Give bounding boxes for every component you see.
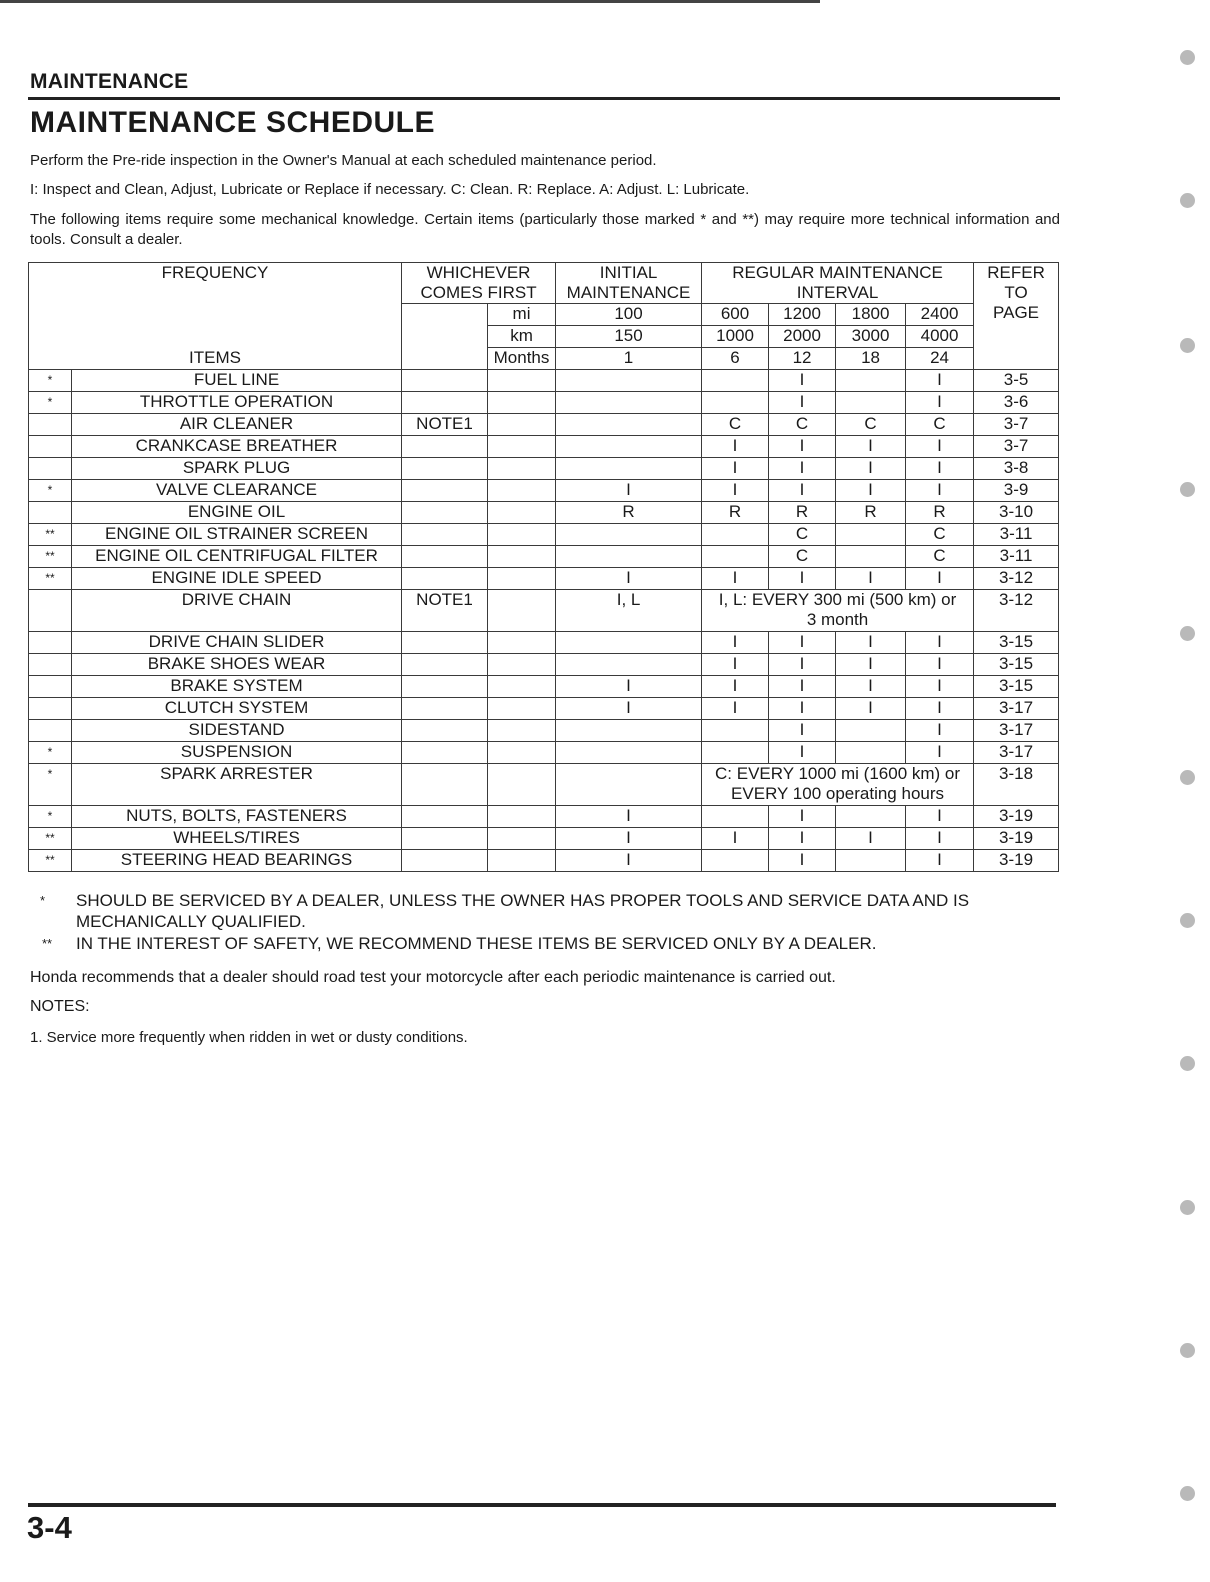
footnote-symbol: * bbox=[40, 893, 46, 908]
interval-action: I bbox=[769, 806, 836, 828]
whichever-unit-blank bbox=[488, 850, 556, 872]
whichever-note bbox=[402, 764, 488, 806]
interval-action: I bbox=[769, 568, 836, 590]
footnote-symbol: ** bbox=[42, 936, 53, 951]
table-row bbox=[29, 502, 1059, 524]
interval-action: C bbox=[906, 414, 974, 436]
table-row bbox=[29, 698, 1059, 720]
refer-line-1: REFER bbox=[987, 263, 1045, 282]
service-mark: ** bbox=[29, 828, 72, 850]
interval-action bbox=[702, 850, 769, 872]
whichever-note: NOTE1 bbox=[402, 590, 488, 632]
interval-action: I bbox=[906, 458, 974, 480]
table-row bbox=[29, 764, 1059, 806]
whichever-note bbox=[402, 546, 488, 568]
interval-action: I bbox=[769, 370, 836, 392]
service-mark bbox=[29, 436, 72, 458]
interval-action: I bbox=[769, 654, 836, 676]
items-header: ITEMS bbox=[29, 348, 402, 370]
interval-action bbox=[836, 742, 906, 764]
header-rule bbox=[28, 97, 1060, 100]
binder-hole-icon bbox=[1180, 1486, 1195, 1501]
refer-page: 3-7 bbox=[974, 436, 1059, 458]
initial-action: I bbox=[556, 850, 702, 872]
service-mark: ** bbox=[29, 546, 72, 568]
binder-hole-icon bbox=[1180, 50, 1195, 65]
table-row bbox=[29, 414, 1059, 436]
refer-page: 3-8 bbox=[974, 458, 1059, 480]
regular-months-2: 12 bbox=[769, 348, 836, 370]
whichever-header bbox=[402, 263, 556, 304]
regular-mi-2: 1200 bbox=[769, 304, 836, 326]
table-row bbox=[29, 392, 1059, 414]
refer-page: 3-9 bbox=[974, 480, 1059, 502]
whichever-note bbox=[402, 436, 488, 458]
service-mark: * bbox=[29, 806, 72, 828]
frequency-header: FREQUENCY bbox=[29, 263, 402, 304]
regular-km-4: 4000 bbox=[906, 326, 974, 348]
refer-page: 3-15 bbox=[974, 632, 1059, 654]
interval-action: C bbox=[906, 546, 974, 568]
interval-action: I bbox=[906, 850, 974, 872]
item-name: CRANKCASE BREATHER bbox=[72, 436, 402, 458]
initial-line-2: MAINTENANCE bbox=[566, 283, 691, 302]
section-heading: MAINTENANCE bbox=[30, 70, 189, 93]
refer-page: 3-18 bbox=[974, 764, 1059, 806]
regular-line-1: REGULAR MAINTENANCE bbox=[732, 263, 943, 282]
item-name: ENGINE OIL STRAINER SCREEN bbox=[72, 524, 402, 546]
interval-span-line-1: I, L: EVERY 300 mi (500 km) or bbox=[718, 590, 957, 609]
initial-action bbox=[556, 458, 702, 480]
initial-km: 150 bbox=[556, 326, 702, 348]
whichever-note bbox=[402, 654, 488, 676]
table-row bbox=[29, 742, 1059, 764]
footer-rule bbox=[28, 1503, 1056, 1507]
table-row bbox=[29, 850, 1059, 872]
interval-action: R bbox=[906, 502, 974, 524]
whichever-note bbox=[402, 828, 488, 850]
interval-action: R bbox=[836, 502, 906, 524]
binder-hole-icon bbox=[1180, 1343, 1195, 1358]
whichever-blank bbox=[402, 304, 488, 370]
regular-km-3: 3000 bbox=[836, 326, 906, 348]
service-mark: * bbox=[29, 392, 72, 414]
table-row bbox=[29, 546, 1059, 568]
binder-hole-icon bbox=[1180, 482, 1195, 497]
regular-line-2: INTERVAL bbox=[796, 283, 879, 302]
interval-action bbox=[702, 720, 769, 742]
whichever-unit-blank bbox=[488, 370, 556, 392]
regular-months-1: 6 bbox=[702, 348, 769, 370]
whichever-note bbox=[402, 392, 488, 414]
item-name: DRIVE CHAIN bbox=[72, 590, 402, 632]
interval-action: C bbox=[769, 414, 836, 436]
whichever-unit-blank bbox=[488, 436, 556, 458]
refer-page: 3-15 bbox=[974, 654, 1059, 676]
footnote-single-star bbox=[30, 890, 1040, 932]
initial-action: I bbox=[556, 568, 702, 590]
refer-page: 3-11 bbox=[974, 524, 1059, 546]
interval-action: I bbox=[769, 392, 836, 414]
interval-action: I bbox=[836, 436, 906, 458]
refer-page: 3-12 bbox=[974, 590, 1059, 632]
interval-action: I bbox=[906, 828, 974, 850]
refer-page: 3-7 bbox=[974, 414, 1059, 436]
interval-action: C bbox=[906, 524, 974, 546]
footnote-text: SHOULD BE SERVICED BY A DEALER, UNLESS THE OWNER HAS PROPER TOOLS AND SERVICE DATA AND IS MECHANICALLY QUALIFIED. bbox=[76, 891, 970, 931]
initial-action bbox=[556, 436, 702, 458]
interval-action: I bbox=[836, 632, 906, 654]
service-mark bbox=[29, 720, 72, 742]
intro-paragraph-3: The following items require some mechanical knowledge. Certain items (particularly those marked * and **) may require more technical information and tools. Consult a dealer. bbox=[30, 211, 1060, 248]
whichever-unit-blank bbox=[488, 568, 556, 590]
whichever-unit-blank bbox=[488, 546, 556, 568]
item-name: ENGINE OIL CENTRIFUGAL FILTER bbox=[72, 546, 402, 568]
unit-mi: mi bbox=[488, 304, 556, 326]
whichever-unit-blank bbox=[488, 524, 556, 546]
interval-action: I bbox=[769, 698, 836, 720]
interval-action: I bbox=[906, 654, 974, 676]
interval-action bbox=[836, 806, 906, 828]
item-name: VALVE CLEARANCE bbox=[72, 480, 402, 502]
whichever-unit-blank bbox=[488, 480, 556, 502]
initial-action bbox=[556, 414, 702, 436]
interval-action: R bbox=[769, 502, 836, 524]
regular-km-1: 1000 bbox=[702, 326, 769, 348]
interval-action: I bbox=[702, 654, 769, 676]
interval-action bbox=[836, 720, 906, 742]
whichever-unit-blank bbox=[488, 392, 556, 414]
initial-action bbox=[556, 764, 702, 806]
binder-hole-icon bbox=[1180, 1056, 1195, 1071]
page-number: 3-4 bbox=[27, 1510, 72, 1545]
binder-hole-icon bbox=[1180, 770, 1195, 785]
interval-action: I bbox=[836, 828, 906, 850]
whichever-unit-blank bbox=[488, 828, 556, 850]
binder-hole-icon bbox=[1180, 626, 1195, 641]
service-mark: ** bbox=[29, 568, 72, 590]
whichever-unit-blank bbox=[488, 590, 556, 632]
service-mark: ** bbox=[29, 850, 72, 872]
refer-line-2: TO bbox=[1004, 283, 1028, 302]
item-name: SIDESTAND bbox=[72, 720, 402, 742]
whichever-note bbox=[402, 698, 488, 720]
refer-page: 3-19 bbox=[974, 828, 1059, 850]
service-mark: * bbox=[29, 370, 72, 392]
refer-page: 3-17 bbox=[974, 742, 1059, 764]
service-mark: * bbox=[29, 480, 72, 502]
interval-action: I bbox=[906, 742, 974, 764]
interval-action: I bbox=[906, 720, 974, 742]
table-row bbox=[29, 828, 1059, 850]
interval-action: I bbox=[702, 676, 769, 698]
service-mark bbox=[29, 676, 72, 698]
maintenance-schedule-table bbox=[28, 262, 1059, 872]
initial-months: 1 bbox=[556, 348, 702, 370]
initial-action bbox=[556, 654, 702, 676]
header-blank bbox=[29, 326, 402, 348]
unit-months: Months bbox=[488, 348, 556, 370]
interval-action: I bbox=[769, 850, 836, 872]
whichever-note bbox=[402, 370, 488, 392]
initial-action: I, L bbox=[556, 590, 702, 632]
interval-action bbox=[836, 524, 906, 546]
table-row bbox=[29, 632, 1059, 654]
interval-action: R bbox=[702, 502, 769, 524]
interval-action: I bbox=[769, 742, 836, 764]
refer-page: 3-6 bbox=[974, 392, 1059, 414]
interval-action: I bbox=[769, 632, 836, 654]
item-name: BRAKE SHOES WEAR bbox=[72, 654, 402, 676]
interval-action: I bbox=[702, 480, 769, 502]
table-row bbox=[29, 806, 1059, 828]
interval-action bbox=[702, 742, 769, 764]
interval-span-line-2: EVERY 100 operating hours bbox=[731, 784, 945, 803]
table-row bbox=[29, 568, 1059, 590]
service-mark: * bbox=[29, 764, 72, 806]
refer-page: 3-11 bbox=[974, 546, 1059, 568]
item-name: WHEELS/TIRES bbox=[72, 828, 402, 850]
service-mark bbox=[29, 632, 72, 654]
service-mark: * bbox=[29, 742, 72, 764]
initial-action bbox=[556, 546, 702, 568]
page-title: MAINTENANCE SCHEDULE bbox=[30, 106, 436, 139]
header-blank bbox=[29, 304, 402, 326]
interval-action: I bbox=[906, 806, 974, 828]
item-name: CLUTCH SYSTEM bbox=[72, 698, 402, 720]
initial-action bbox=[556, 742, 702, 764]
initial-mi: 100 bbox=[556, 304, 702, 326]
table-row bbox=[29, 720, 1059, 742]
refer-page: 3-15 bbox=[974, 676, 1059, 698]
interval-action: I bbox=[906, 568, 974, 590]
initial-action bbox=[556, 370, 702, 392]
interval-action: I bbox=[836, 698, 906, 720]
whichever-note bbox=[402, 850, 488, 872]
interval-action: C bbox=[769, 546, 836, 568]
whichever-line-1: WHICHEVER bbox=[426, 263, 531, 282]
whichever-note bbox=[402, 458, 488, 480]
interval-action: I bbox=[769, 458, 836, 480]
regular-months-3: 18 bbox=[836, 348, 906, 370]
initial-action bbox=[556, 524, 702, 546]
service-mark: ** bbox=[29, 524, 72, 546]
initial-action: I bbox=[556, 480, 702, 502]
interval-action bbox=[836, 392, 906, 414]
initial-action: R bbox=[556, 502, 702, 524]
whichever-unit-blank bbox=[488, 742, 556, 764]
refer-page: 3-17 bbox=[974, 698, 1059, 720]
interval-span-text bbox=[702, 764, 974, 806]
whichever-unit-blank bbox=[488, 654, 556, 676]
whichever-note bbox=[402, 568, 488, 590]
interval-action: I bbox=[769, 480, 836, 502]
initial-action: I bbox=[556, 698, 702, 720]
interval-action: I bbox=[836, 568, 906, 590]
interval-action: I bbox=[702, 436, 769, 458]
item-name: ENGINE IDLE SPEED bbox=[72, 568, 402, 590]
whichever-unit-blank bbox=[488, 502, 556, 524]
whichever-note bbox=[402, 720, 488, 742]
interval-action: C bbox=[702, 414, 769, 436]
initial-action: I bbox=[556, 806, 702, 828]
interval-action: I bbox=[769, 676, 836, 698]
interval-action bbox=[702, 392, 769, 414]
interval-action: I bbox=[906, 676, 974, 698]
item-name: THROTTLE OPERATION bbox=[72, 392, 402, 414]
interval-action bbox=[702, 370, 769, 392]
binder-hole-icon bbox=[1180, 193, 1195, 208]
interval-action: I bbox=[836, 480, 906, 502]
interval-span-line-1: C: EVERY 1000 mi (1600 km) or bbox=[715, 764, 961, 783]
interval-action: I bbox=[906, 436, 974, 458]
service-mark bbox=[29, 698, 72, 720]
table-row bbox=[29, 524, 1059, 546]
interval-action: I bbox=[906, 480, 974, 502]
table-row bbox=[29, 676, 1059, 698]
interval-action: I bbox=[906, 392, 974, 414]
whichever-unit-blank bbox=[488, 806, 556, 828]
regular-mi-4: 2400 bbox=[906, 304, 974, 326]
regular-mi-3: 1800 bbox=[836, 304, 906, 326]
whichever-note bbox=[402, 632, 488, 654]
interval-action: C bbox=[769, 524, 836, 546]
note-1: 1. Service more frequently when ridden in wet or dusty conditions. bbox=[30, 1029, 468, 1046]
regular-km-2: 2000 bbox=[769, 326, 836, 348]
refer-page: 3-17 bbox=[974, 720, 1059, 742]
whichever-unit-blank bbox=[488, 764, 556, 806]
interval-action: I bbox=[836, 676, 906, 698]
table-row bbox=[29, 436, 1059, 458]
interval-action bbox=[702, 806, 769, 828]
whichever-note bbox=[402, 742, 488, 764]
interval-action: I bbox=[702, 458, 769, 480]
interval-action: I bbox=[702, 568, 769, 590]
initial-action: I bbox=[556, 828, 702, 850]
footnote-double-star bbox=[30, 933, 1040, 954]
regular-header bbox=[702, 263, 974, 304]
initial-line-1: INITIAL bbox=[599, 263, 658, 282]
refer-page: 3-19 bbox=[974, 850, 1059, 872]
refer-page: 3-10 bbox=[974, 502, 1059, 524]
table-row bbox=[29, 654, 1059, 676]
whichever-unit-blank bbox=[488, 632, 556, 654]
interval-action bbox=[836, 850, 906, 872]
interval-action: I bbox=[906, 370, 974, 392]
table-row bbox=[29, 458, 1059, 480]
top-edge-line bbox=[0, 0, 820, 3]
table-row bbox=[29, 480, 1059, 502]
honda-recommendation: Honda recommends that a dealer should road test your motorcycle after each periodic maintenance is carried out. bbox=[30, 969, 836, 986]
initial-action bbox=[556, 720, 702, 742]
item-name: AIR CLEANER bbox=[72, 414, 402, 436]
whichever-unit-blank bbox=[488, 414, 556, 436]
whichever-unit-blank bbox=[488, 698, 556, 720]
service-mark bbox=[29, 502, 72, 524]
interval-action: I bbox=[906, 632, 974, 654]
whichever-note: NOTE1 bbox=[402, 414, 488, 436]
item-name: FUEL LINE bbox=[72, 370, 402, 392]
binder-hole-icon bbox=[1180, 913, 1195, 928]
initial-action bbox=[556, 632, 702, 654]
interval-action: I bbox=[769, 436, 836, 458]
footnote-text: IN THE INTEREST OF SAFETY, WE RECOMMEND THESE ITEMS BE SERVICED ONLY BY A DEALER. bbox=[76, 934, 877, 953]
interval-action: C bbox=[836, 414, 906, 436]
item-name: NUTS, BOLTS, FASTENERS bbox=[72, 806, 402, 828]
refer-page: 3-12 bbox=[974, 568, 1059, 590]
service-mark bbox=[29, 458, 72, 480]
interval-action: I bbox=[769, 720, 836, 742]
whichever-note bbox=[402, 806, 488, 828]
notes-label: NOTES: bbox=[30, 998, 90, 1015]
interval-action: I bbox=[702, 632, 769, 654]
item-name: SPARK PLUG bbox=[72, 458, 402, 480]
initial-action: I bbox=[556, 676, 702, 698]
item-name: BRAKE SYSTEM bbox=[72, 676, 402, 698]
item-name: SUSPENSION bbox=[72, 742, 402, 764]
regular-mi-1: 600 bbox=[702, 304, 769, 326]
interval-action bbox=[702, 524, 769, 546]
service-mark bbox=[29, 654, 72, 676]
initial-action bbox=[556, 392, 702, 414]
whichever-note bbox=[402, 524, 488, 546]
item-name: STEERING HEAD BEARINGS bbox=[72, 850, 402, 872]
whichever-unit-blank bbox=[488, 458, 556, 480]
refer-line-3: PAGE bbox=[993, 303, 1040, 322]
initial-header bbox=[556, 263, 702, 304]
service-mark bbox=[29, 590, 72, 632]
interval-span-line-2: 3 month bbox=[806, 610, 869, 629]
item-name: ENGINE OIL bbox=[72, 502, 402, 524]
table-row bbox=[29, 590, 1059, 632]
interval-action: I bbox=[769, 828, 836, 850]
whichever-unit-blank bbox=[488, 720, 556, 742]
interval-action bbox=[836, 546, 906, 568]
whichever-note bbox=[402, 480, 488, 502]
whichever-note bbox=[402, 676, 488, 698]
intro-paragraph-1: Perform the Pre-ride inspection in the Owner's Manual at each scheduled maintenance period. bbox=[30, 152, 657, 169]
interval-action: I bbox=[836, 458, 906, 480]
whichever-line-2: COMES FIRST bbox=[420, 283, 537, 302]
service-mark bbox=[29, 414, 72, 436]
interval-action: I bbox=[702, 698, 769, 720]
binder-hole-icon bbox=[1180, 1200, 1195, 1215]
interval-action: I bbox=[906, 698, 974, 720]
refer-header bbox=[974, 263, 1059, 370]
interval-action: I bbox=[836, 654, 906, 676]
binder-hole-icon bbox=[1180, 338, 1195, 353]
refer-page: 3-5 bbox=[974, 370, 1059, 392]
interval-span-text bbox=[702, 590, 974, 632]
refer-page: 3-19 bbox=[974, 806, 1059, 828]
interval-action bbox=[836, 370, 906, 392]
unit-km: km bbox=[488, 326, 556, 348]
whichever-note bbox=[402, 502, 488, 524]
interval-action bbox=[702, 546, 769, 568]
interval-action: I bbox=[702, 828, 769, 850]
item-name: SPARK ARRESTER bbox=[72, 764, 402, 806]
intro-legend: I: Inspect and Clean, Adjust, Lubricate or Replace if necessary. C: Clean. R: Replace. A: Adjust. L: Lubricate. bbox=[30, 181, 750, 198]
whichever-unit-blank bbox=[488, 676, 556, 698]
regular-months-4: 24 bbox=[906, 348, 974, 370]
table-row bbox=[29, 370, 1059, 392]
item-name: DRIVE CHAIN SLIDER bbox=[72, 632, 402, 654]
